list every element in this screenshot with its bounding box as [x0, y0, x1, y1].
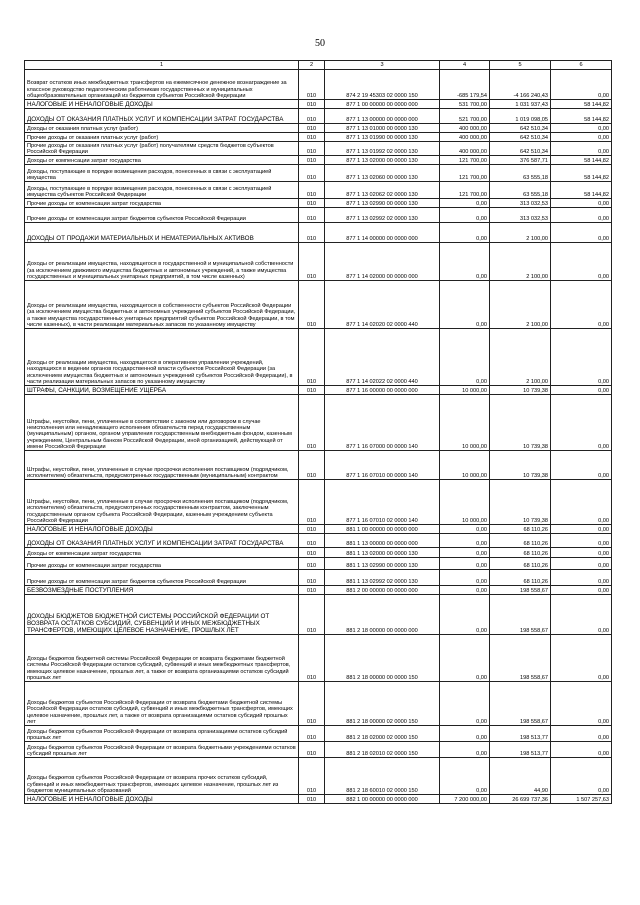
- value-cell: 0,00: [551, 451, 612, 480]
- value-cell: 58 144,82: [551, 109, 612, 124]
- budget-code-cell: 877 1 16 07010 00 0000 140: [325, 451, 440, 480]
- table-row: [25, 682, 612, 726]
- value-cell: 0,00: [551, 281, 612, 329]
- value-cell: 0,00: [440, 223, 490, 243]
- row-code-cell: 010: [299, 534, 325, 548]
- value-cell: 198 558,67: [490, 595, 551, 635]
- row-name-cell: НАЛОГОВЫЕ И НЕНАЛОГОВЫЕ ДОХОДЫ: [25, 525, 299, 534]
- row-name-cell: Штрафы, неустойки, пени, уплаченные в случае просрочки исполнения поставщиком (подрядчиком, исполнителем) обязательств, предусмотренных государственным (муниципальным) контрактом: [25, 451, 299, 480]
- value-cell: 26 699 737,36: [490, 795, 551, 804]
- row-code-cell: 010: [299, 142, 325, 156]
- budget-code-cell: 877 1 16 07010 02 0000 140: [325, 480, 440, 525]
- budget-code-cell: 881 1 13 02992 02 0000 130: [325, 570, 440, 586]
- value-cell: 0,00: [440, 329, 490, 386]
- value-cell: 0,00: [551, 742, 612, 758]
- value-cell: 0,00: [440, 586, 490, 595]
- row-code-cell: 010: [299, 570, 325, 586]
- value-cell: 63 555,18: [490, 165, 551, 182]
- table-row: [25, 548, 612, 558]
- budget-code-cell: 877 1 13 02062 02 0000 130: [325, 182, 440, 199]
- table-row: [25, 142, 612, 156]
- value-cell: 1 019 098,05: [490, 109, 551, 124]
- value-cell: 1 507 257,63: [551, 795, 612, 804]
- value-cell: 0,00: [551, 758, 612, 795]
- value-cell: 0,00: [440, 281, 490, 329]
- value-cell: 10 739,38: [490, 386, 551, 395]
- value-cell: 0,00: [551, 142, 612, 156]
- budget-code-cell: 881 2 18 60010 02 0000 150: [325, 758, 440, 795]
- budget-code-cell: 877 1 13 02060 00 0000 130: [325, 165, 440, 182]
- budget-code-cell: 877 1 16 00000 00 0000 000: [325, 386, 440, 395]
- row-name-cell: Доходы бюджетов субъектов Российской Федерации от возврата прочих остатков субсидий, субвенций и иных межбюджетных трансфертов, имеющих целевое назначение, прошлых лет из бюджетов муниципальных образований: [25, 758, 299, 795]
- value-cell: 198 513,77: [490, 742, 551, 758]
- value-cell: 7 200 000,00: [440, 795, 490, 804]
- table-row: [25, 386, 612, 395]
- row-code-cell: 010: [299, 758, 325, 795]
- value-cell: 0,00: [440, 682, 490, 726]
- table-row: [25, 182, 612, 199]
- value-cell: 376 587,71: [490, 156, 551, 165]
- row-code-cell: 010: [299, 558, 325, 570]
- value-cell: 44,90: [490, 758, 551, 795]
- budget-code-cell: 881 1 13 00000 00 0000 000: [325, 534, 440, 548]
- budget-code-cell: 877 1 14 02000 00 0000 000: [325, 243, 440, 281]
- budget-code-cell: 881 2 18 02010 02 0000 150: [325, 742, 440, 758]
- value-cell: -4 166 240,43: [490, 70, 551, 100]
- value-cell: 400 000,00: [440, 133, 490, 142]
- table-row: [25, 199, 612, 208]
- value-cell: 0,00: [551, 124, 612, 133]
- table-row: [25, 100, 612, 109]
- value-cell: 10 739,38: [490, 451, 551, 480]
- value-cell: 0,00: [440, 199, 490, 208]
- value-cell: 0,00: [551, 586, 612, 595]
- value-cell: 0,00: [551, 386, 612, 395]
- value-cell: 642 510,34: [490, 133, 551, 142]
- row-code-cell: 010: [299, 124, 325, 133]
- row-name-cell: ДОХОДЫ ОТ ОКАЗАНИЯ ПЛАТНЫХ УСЛУГ И КОМПЕНСАЦИИ ЗАТРАТ ГОСУДАРСТВА: [25, 109, 299, 124]
- row-code-cell: 010: [299, 480, 325, 525]
- row-name-cell: Доходы от компенсации затрат государства: [25, 548, 299, 558]
- row-name-cell: ШТРАФЫ, САНКЦИИ, ВОЗМЕЩЕНИЕ УЩЕРБА: [25, 386, 299, 395]
- value-cell: 0,00: [440, 742, 490, 758]
- row-code-cell: 010: [299, 281, 325, 329]
- row-code-cell: 010: [299, 243, 325, 281]
- value-cell: 313 032,53: [490, 208, 551, 223]
- budget-code-cell: 881 1 13 02990 00 0000 130: [325, 558, 440, 570]
- table-row: [25, 570, 612, 586]
- row-code-cell: 010: [299, 165, 325, 182]
- row-name-cell: Доходы, поступающие в порядке возмещения расходов, понесенных в связи с эксплуатацией имущества: [25, 165, 299, 182]
- row-name-cell: ДОХОДЫ ОТ ПРОДАЖИ МАТЕРИАЛЬНЫХ И НЕМАТЕРИАЛЬНЫХ АКТИВОВ: [25, 223, 299, 243]
- row-code-cell: 010: [299, 156, 325, 165]
- value-cell: 0,00: [440, 635, 490, 682]
- row-name-cell: Прочие доходы от компенсации затрат государства: [25, 199, 299, 208]
- value-cell: 0,00: [551, 70, 612, 100]
- value-cell: 68 110,26: [490, 534, 551, 548]
- table-row: [25, 243, 612, 281]
- value-cell: 313 032,53: [490, 199, 551, 208]
- revenue-table: [24, 60, 612, 804]
- value-cell: 0,00: [551, 480, 612, 525]
- row-code-cell: 010: [299, 70, 325, 100]
- value-cell: 10 000,00: [440, 451, 490, 480]
- row-code-cell: 010: [299, 795, 325, 804]
- budget-code-cell: 877 1 13 02992 02 0000 130: [325, 208, 440, 223]
- value-cell: 121 700,00: [440, 156, 490, 165]
- budget-code-cell: 874 2 19 45303 02 0000 150: [325, 70, 440, 100]
- row-name-cell: Доходы бюджетов бюджетной системы Российской Федерации от возврата бюджетами бюджетной системы Российской Федерации остатков субсидий, субвенций и иных межбюджетных трансфертов, имеющих целевое назначение, прошлых лет, а также от возврата организациями остатков субсидий прошлых лет: [25, 635, 299, 682]
- row-name-cell: НАЛОГОВЫЕ И НЕНАЛОГОВЫЕ ДОХОДЫ: [25, 100, 299, 109]
- value-cell: 0,00: [551, 682, 612, 726]
- row-name-cell: Прочие доходы от компенсации затрат государства: [25, 558, 299, 570]
- value-cell: 521 700,00: [440, 109, 490, 124]
- value-cell: 68 110,26: [490, 570, 551, 586]
- row-code-cell: 010: [299, 109, 325, 124]
- row-code-cell: 010: [299, 208, 325, 223]
- row-code-cell: 010: [299, 133, 325, 142]
- row-name-cell: ДОХОДЫ БЮДЖЕТОВ БЮДЖЕТНОЙ СИСТЕМЫ РОССИЙСКОЙ ФЕДЕРАЦИИ ОТ ВОЗВРАТА ОСТАТКОВ СУБСИДИЙ, СУБВЕНЦИЙ И ИНЫХ МЕЖБЮДЖЕТНЫХ ТРАНСФЕРТОВ, ИМЕЮЩИХ ЦЕЛЕВОЕ НАЗНАЧЕНИЕ, ПРОШЛЫХ ЛЕТ: [25, 595, 299, 635]
- value-cell: 10 739,38: [490, 395, 551, 451]
- row-code-cell: 010: [299, 682, 325, 726]
- row-code-cell: 010: [299, 742, 325, 758]
- table-row: [25, 451, 612, 480]
- table-row: [25, 70, 612, 100]
- value-cell: 0,00: [440, 570, 490, 586]
- row-code-cell: 010: [299, 726, 325, 742]
- table-row: [25, 534, 612, 548]
- row-name-cell: Прочие доходы от компенсации затрат бюджетов субъектов Российской Федерации: [25, 570, 299, 586]
- value-cell: 198 558,67: [490, 586, 551, 595]
- value-cell: 0,00: [440, 243, 490, 281]
- value-cell: 642 510,34: [490, 142, 551, 156]
- value-cell: 0,00: [551, 570, 612, 586]
- value-cell: 1 031 937,43: [490, 100, 551, 109]
- table-row: [25, 635, 612, 682]
- table-row: [25, 395, 612, 451]
- row-code-cell: 010: [299, 635, 325, 682]
- row-code-cell: 010: [299, 451, 325, 480]
- table-row: [25, 329, 612, 386]
- value-cell: 121 700,00: [440, 165, 490, 182]
- column-header: 4: [440, 61, 490, 70]
- value-cell: 10 000,00: [440, 386, 490, 395]
- table-row: [25, 558, 612, 570]
- value-cell: 0,00: [551, 726, 612, 742]
- value-cell: 58 144,82: [551, 182, 612, 199]
- value-cell: 58 144,82: [551, 100, 612, 109]
- row-name-cell: Штрафы, неустойки, пени, уплаченные в случае просрочки исполнения поставщиком (подрядчиком, исполнителем) обязательств, предусмотренных государственным контрактом, заключенным государственным органом субъекта Российской Федерации, казенным учреждением субъекта Российской Федерации: [25, 480, 299, 525]
- row-name-cell: Доходы от реализации имущества, находящегося в собственности субъектов Российской Федерации (за исключением имущества бюджетных и автономных учреждений субъектов Российской Федерации, а также имущества государственных унитарных предприятий субъектов Российской Федерации, в том числе казенных), в части реализации материальных запасов по указанному имуществу: [25, 281, 299, 329]
- value-cell: 400 000,00: [440, 142, 490, 156]
- value-cell: 68 110,26: [490, 558, 551, 570]
- row-code-cell: 010: [299, 548, 325, 558]
- value-cell: 0,00: [440, 758, 490, 795]
- value-cell: -685 179,54: [440, 70, 490, 100]
- value-cell: 121 700,00: [440, 182, 490, 199]
- row-code-cell: 010: [299, 199, 325, 208]
- budget-code-cell: 881 2 00 00000 00 0000 000: [325, 586, 440, 595]
- value-cell: 0,00: [551, 223, 612, 243]
- value-cell: 10 000,00: [440, 480, 490, 525]
- value-cell: 0,00: [440, 525, 490, 534]
- value-cell: 0,00: [440, 534, 490, 548]
- row-code-cell: 010: [299, 525, 325, 534]
- row-name-cell: БЕЗВОЗМЕЗДНЫЕ ПОСТУПЛЕНИЯ: [25, 586, 299, 595]
- column-header: 2: [299, 61, 325, 70]
- value-cell: 0,00: [551, 243, 612, 281]
- budget-code-cell: 877 1 14 02020 02 0000 440: [325, 281, 440, 329]
- value-cell: 0,00: [551, 548, 612, 558]
- table-row: [25, 124, 612, 133]
- budget-code-cell: 881 1 00 00000 00 0000 000: [325, 525, 440, 534]
- value-cell: 68 110,26: [490, 525, 551, 534]
- row-name-cell: Прочие доходы от компенсации затрат бюджетов субъектов Российской Федерации: [25, 208, 299, 223]
- budget-code-cell: 881 1 13 02000 00 0000 130: [325, 548, 440, 558]
- value-cell: 642 510,34: [490, 124, 551, 133]
- table-header-row: [25, 61, 612, 70]
- value-cell: 198 513,77: [490, 726, 551, 742]
- budget-code-cell: 881 2 18 00000 00 0000 150: [325, 635, 440, 682]
- table-row: [25, 525, 612, 534]
- value-cell: 0,00: [440, 595, 490, 635]
- value-cell: 531 700,00: [440, 100, 490, 109]
- budget-code-cell: 881 2 18 00000 00 0000 000: [325, 595, 440, 635]
- table-row: [25, 726, 612, 742]
- row-name-cell: НАЛОГОВЫЕ И НЕНАЛОГОВЫЕ ДОХОДЫ: [25, 795, 299, 804]
- table-row: [25, 208, 612, 223]
- value-cell: 0,00: [440, 548, 490, 558]
- budget-code-cell: 877 1 13 02000 00 0000 130: [325, 156, 440, 165]
- row-name-cell: Прочие доходы от оказания платных услуг (работ): [25, 133, 299, 142]
- value-cell: 0,00: [551, 208, 612, 223]
- table-row: [25, 595, 612, 635]
- budget-code-cell: 877 1 13 00000 00 0000 000: [325, 109, 440, 124]
- row-code-cell: 010: [299, 100, 325, 109]
- row-code-cell: 010: [299, 329, 325, 386]
- table-row: [25, 795, 612, 804]
- value-cell: 0,00: [551, 534, 612, 548]
- column-header: 1: [25, 61, 299, 70]
- row-name-cell: Прочие доходы от оказания платных услуг (работ) получателями средств бюджетов субъектов Российской Федерации: [25, 142, 299, 156]
- table-row: [25, 133, 612, 142]
- row-name-cell: Доходы от оказания платных услуг (работ): [25, 124, 299, 133]
- budget-code-cell: 881 2 18 02000 02 0000 150: [325, 726, 440, 742]
- row-name-cell: Штрафы, неустойки, пени, уплаченные в соответствии с законом или договором в случае неисполнения или ненадлежащего исполнения обязательств перед государственным (муниципальным) органом, органом управления государственным внебюджетным фондом, казенным учреждением, Центральным банком Российской Федерации, иной организацией, действующей от имени Российской Федерации: [25, 395, 299, 451]
- row-code-cell: 010: [299, 223, 325, 243]
- row-code-cell: 010: [299, 595, 325, 635]
- value-cell: 0,00: [551, 558, 612, 570]
- value-cell: 0,00: [440, 558, 490, 570]
- value-cell: 58 144,82: [551, 156, 612, 165]
- budget-code-cell: 877 1 13 01000 00 0000 130: [325, 124, 440, 133]
- value-cell: 400 000,00: [440, 124, 490, 133]
- table-row: [25, 109, 612, 124]
- value-cell: 2 100,00: [490, 243, 551, 281]
- value-cell: 68 110,26: [490, 548, 551, 558]
- row-name-cell: Доходы от реализации имущества, находящегося в государственной и муниципальной собственности (за исключением движимого имущества бюджетных и автономных учреждений, а также имущества государственных и муниципальных унитарных предприятий, в том числе казенных): [25, 243, 299, 281]
- value-cell: 63 555,18: [490, 182, 551, 199]
- row-name-cell: Доходы бюджетов субъектов Российской Федерации от возврата бюджетами бюджетной системы Российской Федерации остатков субсидий, субвенций и иных межбюджетных трансфертов, имеющих целевое назначение, прошлых лет, а также от возврата организациями остатков субсидий прошлых лет: [25, 682, 299, 726]
- page-number: 50: [315, 38, 325, 49]
- value-cell: 0,00: [551, 199, 612, 208]
- value-cell: 10 739,38: [490, 480, 551, 525]
- row-name-cell: ДОХОДЫ ОТ ОКАЗАНИЯ ПЛАТНЫХ УСЛУГ И КОМПЕНСАЦИИ ЗАТРАТ ГОСУДАРСТВА: [25, 534, 299, 548]
- table-row: [25, 742, 612, 758]
- value-cell: 58 144,82: [551, 165, 612, 182]
- value-cell: 0,00: [551, 133, 612, 142]
- row-name-cell: Доходы, поступающие в порядке возмещения расходов, понесенных в связи с эксплуатацией имущества субъектов Российской Федерации: [25, 182, 299, 199]
- budget-code-cell: 881 2 18 00000 02 0000 150: [325, 682, 440, 726]
- table-row: [25, 586, 612, 595]
- table-row: [25, 223, 612, 243]
- value-cell: 0,00: [551, 329, 612, 386]
- budget-code-cell: 877 1 14 02022 02 0000 440: [325, 329, 440, 386]
- row-code-cell: 010: [299, 182, 325, 199]
- column-header: 5: [490, 61, 551, 70]
- row-name-cell: Доходы бюджетов субъектов Российской Федерации от возврата организациями остатков субсидий прошлых лет: [25, 726, 299, 742]
- value-cell: 2 100,00: [490, 223, 551, 243]
- row-code-cell: 010: [299, 386, 325, 395]
- budget-code-cell: 877 1 16 07000 00 0000 140: [325, 395, 440, 451]
- row-code-cell: 010: [299, 586, 325, 595]
- row-code-cell: 010: [299, 395, 325, 451]
- row-name-cell: Доходы от реализации имущества, находящегося в оперативном управлении учреждений, находящихся в ведении органов государственной власти субъектов Российской Федерации (за исключением имущества бюджетных и автономных учреждений субъектов Российской Федерации), в части реализации материальных запасов по указанному имуществу: [25, 329, 299, 386]
- value-cell: 198 558,67: [490, 682, 551, 726]
- row-name-cell: Доходы от компенсации затрат государства: [25, 156, 299, 165]
- value-cell: 0,00: [551, 525, 612, 534]
- budget-code-cell: 877 1 13 01990 00 0000 130: [325, 133, 440, 142]
- value-cell: 198 558,67: [490, 635, 551, 682]
- value-cell: 2 100,00: [490, 281, 551, 329]
- value-cell: 0,00: [551, 395, 612, 451]
- table-row: [25, 281, 612, 329]
- table-row: [25, 156, 612, 165]
- budget-code-cell: 882 1 00 00000 00 0000 000: [325, 795, 440, 804]
- table-row: [25, 758, 612, 795]
- budget-code-cell: 877 1 00 00000 00 0000 000: [325, 100, 440, 109]
- value-cell: 0,00: [551, 595, 612, 635]
- table-body: [25, 70, 612, 804]
- budget-code-cell: 877 1 13 02990 00 0000 130: [325, 199, 440, 208]
- value-cell: 0,00: [440, 726, 490, 742]
- value-cell: 0,00: [551, 635, 612, 682]
- budget-code-cell: 877 1 14 00000 00 0000 000: [325, 223, 440, 243]
- value-cell: 0,00: [440, 208, 490, 223]
- table-row: [25, 165, 612, 182]
- value-cell: 10 000,00: [440, 395, 490, 451]
- table-row: [25, 480, 612, 525]
- budget-code-cell: 877 1 13 01992 02 0000 130: [325, 142, 440, 156]
- row-name-cell: Доходы бюджетов субъектов Российской Федерации от возврата бюджетными учреждениями остатков субсидий прошлых лет: [25, 742, 299, 758]
- column-header: 3: [325, 61, 440, 70]
- column-header: 6: [551, 61, 612, 70]
- row-name-cell: Возврат остатков иных межбюджетных трансфертов на ежемесячное денежное вознаграждение за классное руководство педагогическим работникам государственных и муниципальных общеобразовательных организаций из бюджетов субъектов Российской Федерации: [25, 70, 299, 100]
- value-cell: 2 100,00: [490, 329, 551, 386]
